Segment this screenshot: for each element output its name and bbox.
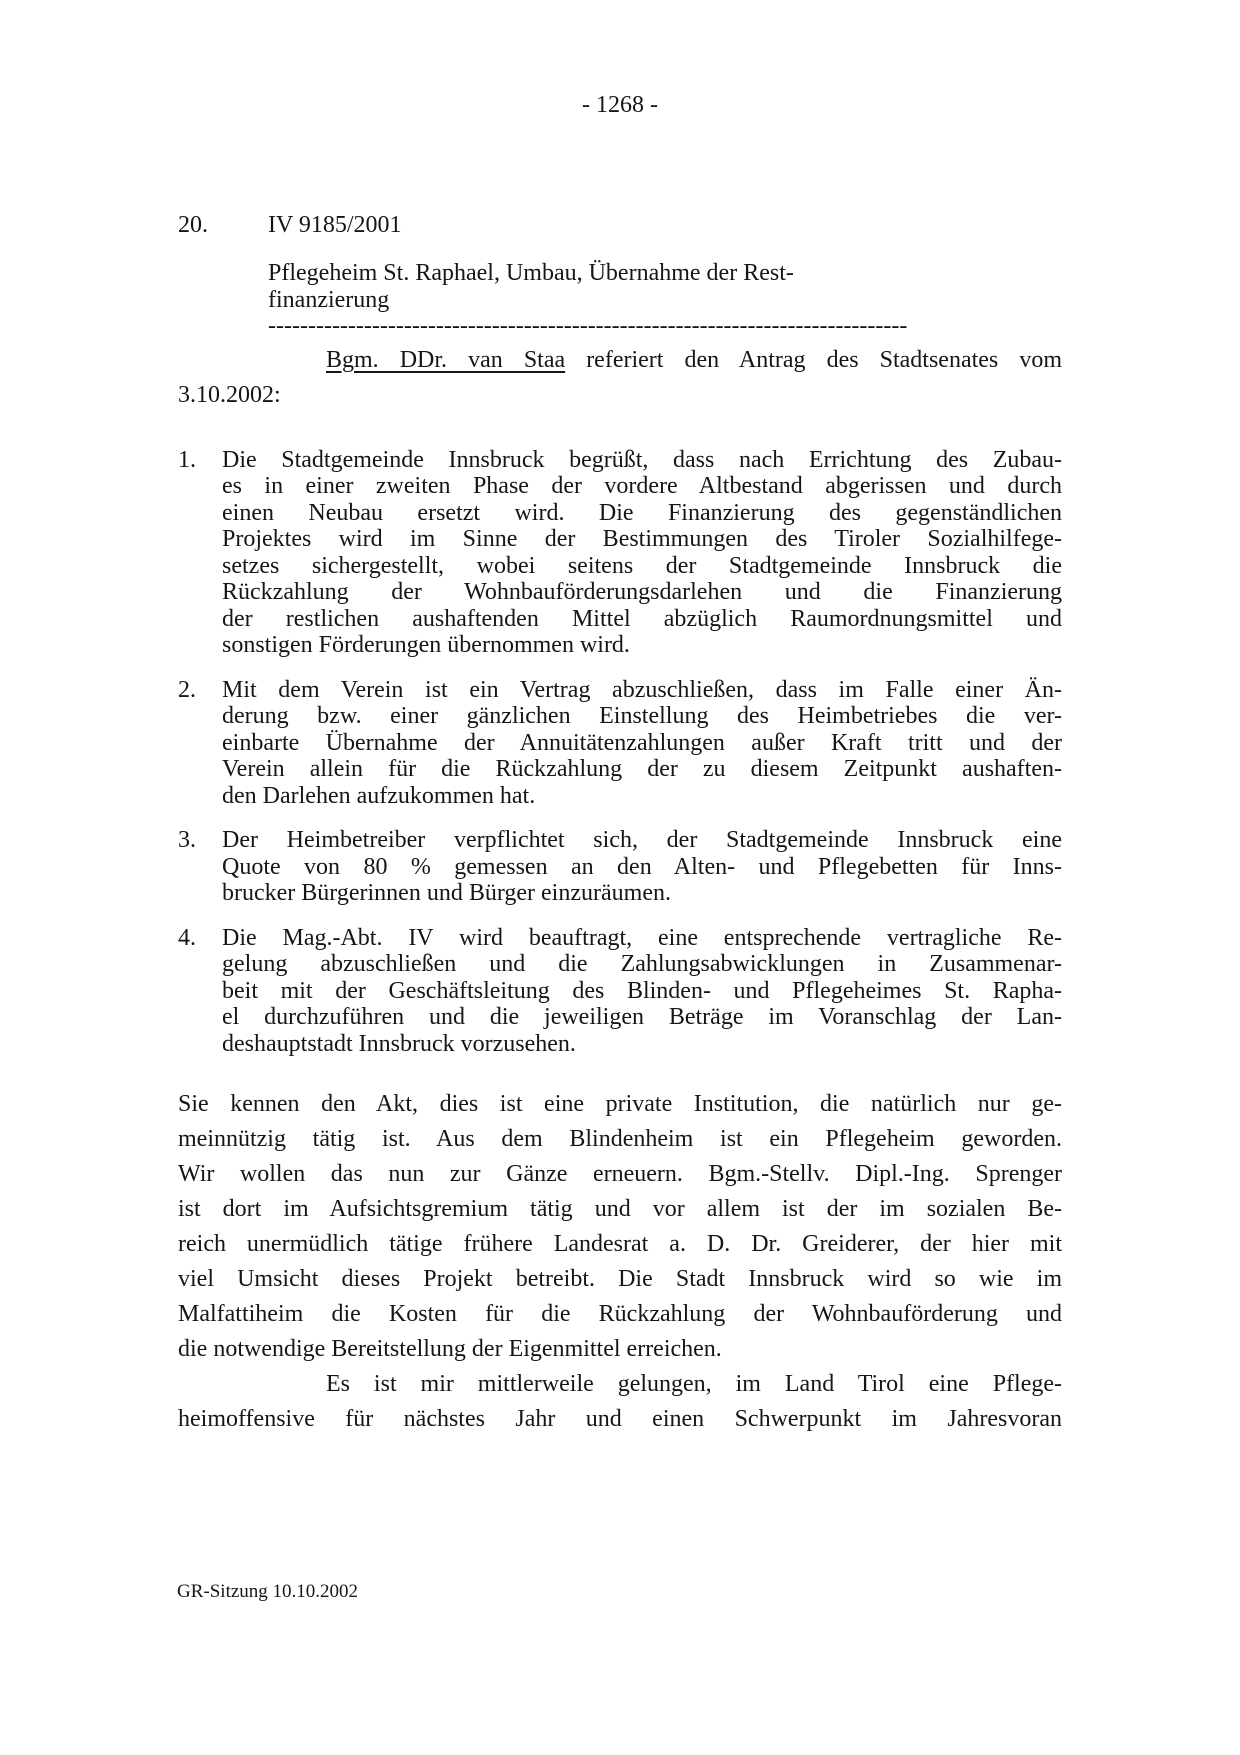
motion-item-1 [178,447,1062,659]
text-line: ist dort im Aufsichtsgremium tätig und vor allem ist der im sozialen Be- [178,1196,1062,1222]
text-line: Mit dem Verein ist ein Vertrag abzuschließen, dass im Falle einer Än- [222,676,1062,703]
intro-paragraph [178,343,1062,413]
intro-text: referiert den Antrag des Stadtsenates vom [565,346,1062,373]
agenda-item-header [178,212,1062,239]
text-line: beit mit der Geschäftsleitung des Blinden- und Pflegeheimes St. Rapha- [222,977,1062,1004]
page-number: - 1268 - [582,92,658,118]
motion-item-3 [178,827,1062,907]
text-line: Der Heimbetreiber verpflichtet sich, der Stadtgemeinde Innsbruck eine [222,827,1062,853]
motion-item-text [222,827,1062,907]
text-line: den Darlehen aufzukommen hat. [222,782,536,809]
text-line: brucker Bürgerinnen und Bürger einzuräumen. [222,880,671,906]
motion-item-text [222,925,1062,1058]
text-line: einbarte Übernahme der Annuitätenzahlungen außer Kraft tritt und der [222,729,1062,756]
text-line: reich unermüdlich tätige frühere Landesrat a. D. Dr. Greiderer, der hier mit [178,1231,1062,1257]
text-line: Projektes wird im Sinne der Bestimmungen des Tiroler Sozialhilfege- [222,526,1062,552]
text-line: deshauptstadt Innsbruck vorzusehen. [222,1030,576,1057]
agenda-title-line-1: Pflegeheim St. Raphael, Umbau, Übernahme der Rest- [268,260,794,286]
agenda-item-title [268,260,1062,340]
motion-item-number: 4. [178,924,196,951]
motion-item-4 [178,925,1062,1058]
text-line: derung bzw. einer gänzlichen Einstellung des Heimbetriebes die ver- [222,703,1062,729]
text-line: viel Umsicht dieses Projekt betreibt. Die Stadt Innsbruck wird so wie im [178,1266,1062,1292]
text-line: el durchzuführen und die jeweiligen Beträge im Voranschlag der Lan- [222,1004,1062,1030]
text-line: Verein allein für die Rückzahlung der zu diesem Zeitpunkt aushaften- [222,756,1062,782]
text-line: setzes sichergestellt, wobei seitens der Stadtgemeinde Innsbruck die [222,552,1062,579]
text-line: sonstigen Förderungen übernommen wird. [222,632,630,658]
text-line: Sie kennen den Akt, dies ist eine private Institution, die natürlich nur ge- [178,1091,1062,1117]
speech-paragraph-2 [178,1367,1062,1437]
motion-item-text [222,677,1062,810]
text-line: Quote von 80 % gemessen an den Alten- und Pflegebetten für Inns- [222,853,1062,880]
motion-item-number: 2. [178,676,196,703]
motion-item-text [222,447,1062,659]
speech-paragraph-1 [178,1087,1062,1367]
text-line: Wir wollen das nun zur Gänze erneuern. Bgm.-Stellv. Dipl.-Ing. Sprenger [178,1161,1062,1187]
text-line: der restlichen aushaftenden Mittel abzüglich Raumordnungsmittel und [222,605,1062,632]
speech-section [178,1087,1062,1437]
text-line: die notwendige Bereitstellung der Eigenmittel erreichen. [178,1336,722,1362]
intro-date-line: 3.10.2002: [178,381,281,408]
agenda-item-number: 20. [178,212,208,238]
motion-item-number: 3. [178,827,196,853]
text-line: Malfattiheim die Kosten für die Rückzahlung der Wohnbauförderung und [178,1301,1062,1327]
text-line: heimoffensive für nächstes Jahr und einen Schwerpunkt im Jahresvoran [178,1406,1062,1432]
dashed-rule: -------------------------------------------------------------------------------- [268,313,908,339]
text-line: gelung abzuschließen und die Zahlungsabwicklungen in Zusammenar- [222,951,1062,977]
text-line: einen Neubau ersetzt wird. Die Finanzierung des gegenständlichen [222,499,1062,526]
speaker-name: Bgm. DDr. van Staa [326,346,566,373]
text-line: Es ist mir mittlerweile gelungen, im Land Tirol eine Pflege- [326,1371,1062,1397]
motion-list [178,447,1062,1058]
agenda-item-file-number: IV 9185/2001 [268,212,402,238]
page-content [178,212,1062,1437]
text-line: Die Mag.-Abt. IV wird beauftragt, eine entsprechende vertragliche Re- [222,924,1062,951]
motion-item-2 [178,677,1062,810]
text-line: meinnützig tätig ist. Aus dem Blindenheim ist ein Pflegeheim geworden. [178,1126,1062,1152]
text-line: Rückzahlung der Wohnbauförderungsdarlehen und die Finanzierung [222,579,1062,605]
text-line: Die Stadtgemeinde Innsbruck begrüßt, dass nach Errichtung des Zubau- [222,446,1062,473]
page-footer: GR-Sitzung 10.10.2002 [177,1581,359,1602]
motion-item-number: 1. [178,446,196,473]
agenda-title-line-2: finanzierung [268,286,390,313]
intro-line-1 [178,343,1062,378]
text-line: es in einer zweiten Phase der vordere Altbestand abgerissen und durch [222,473,1062,499]
